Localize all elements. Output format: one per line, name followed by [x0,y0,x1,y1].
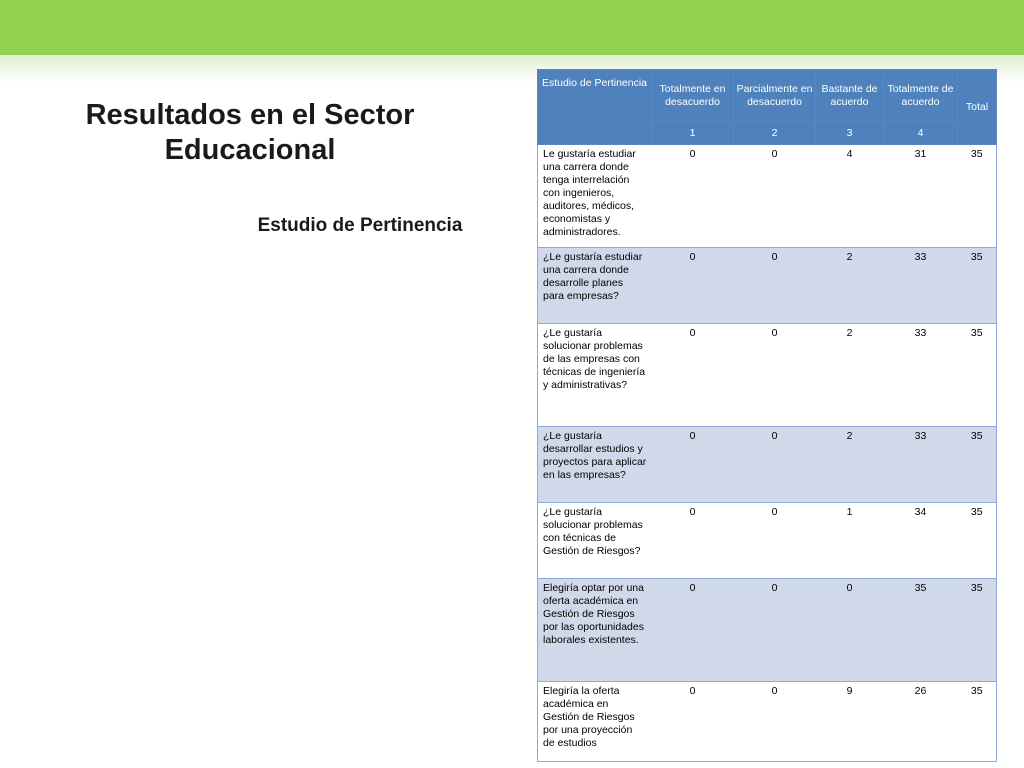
table-row [538,145,997,248]
value-cell: 0 [734,248,816,324]
table-row [538,682,997,762]
value-cell: 0 [734,427,816,503]
value-cell: 0 [652,145,734,248]
value-cell: 0 [652,427,734,503]
total-cell: 35 [958,248,997,324]
total-cell: 35 [958,145,997,248]
header-col4: Totalmente de acuerdo [884,70,958,122]
question-cell: ¿Le gustaría estudiar una carrera donde desarrolle planes para empresas? [538,248,652,324]
question-cell: ¿Le gustaría solucionar problemas con técnicas de Gestión de Riesgos? [538,503,652,579]
header-study: Estudio de Pertinencia [538,70,652,145]
question-cell: Elegiría la oferta académica en Gestión de Riesgos por una proyección de estudios [538,682,652,762]
value-cell: 2 [816,427,884,503]
total-cell: 35 [958,324,997,427]
question-cell: Le gustaría estudiar una carrera donde tenga interrelación con ingenieros, auditores, médicos, economistas y administradores. [538,145,652,248]
total-cell: 35 [958,427,997,503]
value-cell: 0 [652,503,734,579]
value-cell: 0 [734,145,816,248]
value-cell: 2 [816,248,884,324]
total-cell: 35 [958,579,997,682]
value-cell: 0 [734,682,816,762]
question-cell: ¿Le gustaría solucionar problemas de las empresas con técnicas de ingeniería y administrativas? [538,324,652,427]
header-col3: Bastante de acuerdo [816,70,884,122]
value-cell: 0 [652,682,734,762]
header-row [538,70,997,122]
value-cell: 0 [652,248,734,324]
pertinence-table [537,69,997,762]
header-total: Total [958,70,997,145]
value-cell: 33 [884,427,958,503]
table-row [538,427,997,503]
slide-title [60,98,440,168]
value-cell: 35 [884,579,958,682]
value-cell: 4 [816,145,884,248]
value-cell: 1 [816,503,884,579]
value-cell: 0 [734,324,816,427]
scale-4: 4 [884,122,958,145]
scale-1: 1 [652,122,734,145]
total-cell: 35 [958,682,997,762]
slide-title-line2: Educacional [164,134,336,166]
header-col2: Parcialmente en desacuerdo [734,70,816,122]
slide-subtitle: Estudio de Pertinencia [257,215,463,236]
value-cell: 0 [734,503,816,579]
scale-3: 3 [816,122,884,145]
table-row [538,324,997,427]
value-cell: 33 [884,248,958,324]
total-cell: 35 [958,503,997,579]
scale-2: 2 [734,122,816,145]
header-col1: Totalmente en desacuerdo [652,70,734,122]
value-cell: 0 [734,579,816,682]
value-cell: 9 [816,682,884,762]
table-row [538,503,997,579]
top-green-band [0,0,1024,55]
value-cell: 34 [884,503,958,579]
value-cell: 33 [884,324,958,427]
value-cell: 31 [884,145,958,248]
value-cell: 0 [652,324,734,427]
table-row [538,248,997,324]
slide-title-line1: Resultados en el Sector [85,99,415,131]
value-cell: 0 [652,579,734,682]
value-cell: 2 [816,324,884,427]
value-cell: 26 [884,682,958,762]
question-cell: ¿Le gustaría desarrollar estudios y proyectos para aplicar en las empresas? [538,427,652,503]
question-cell: Elegiría optar por una oferta académica en Gestión de Riesgos por las oportunidades laborales existentes. [538,579,652,682]
table-row [538,579,997,682]
value-cell: 0 [816,579,884,682]
